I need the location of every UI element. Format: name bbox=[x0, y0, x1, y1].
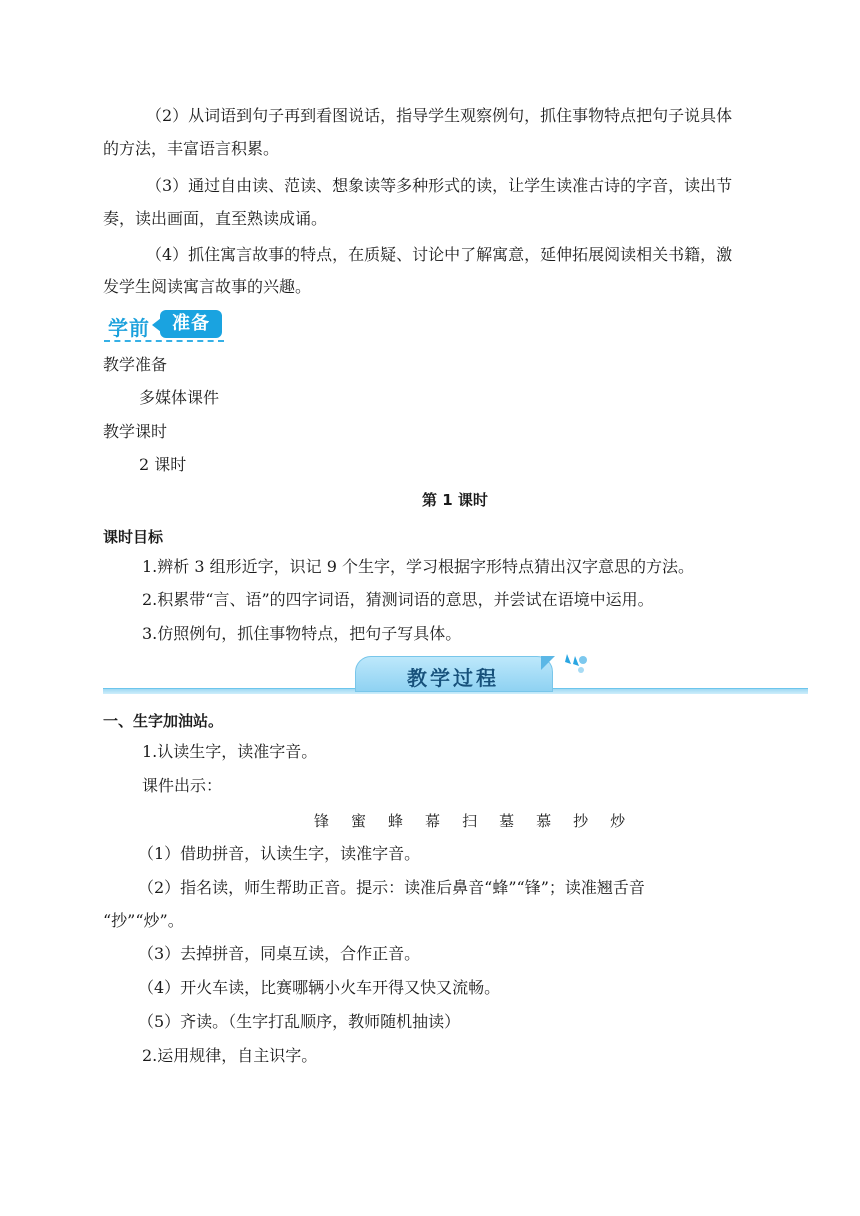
process-banner bbox=[103, 652, 808, 697]
step-s1: （1）借助拼音，认读生字，读准字音。 bbox=[138, 844, 421, 863]
char-4: 幕 bbox=[425, 812, 441, 830]
prep-section-badge bbox=[104, 306, 228, 342]
paragraph-2-line2: 的方法，丰富语言积累。 bbox=[103, 139, 280, 158]
new-characters-row bbox=[314, 810, 647, 831]
prep-value-materials: 多媒体课件 bbox=[139, 388, 220, 407]
step-s3: （3）去掉拼音，同桌互读，合作正音。 bbox=[138, 944, 421, 963]
section1-step1: 1.认读生字，读准字音。 bbox=[142, 742, 318, 761]
section1-step2: 2.运用规律，自主识字。 bbox=[142, 1046, 318, 1065]
banner-title: 教学过程 bbox=[407, 666, 499, 690]
char-2: 蜜 bbox=[351, 812, 367, 830]
step-s2-line1: （2）指名读，师生帮助正音。提示：读准后鼻音“蜂”“锋”；读准翘舌音 bbox=[138, 878, 645, 897]
char-1: 锋 bbox=[314, 812, 330, 830]
lesson-title: 第 1 课时 bbox=[422, 491, 488, 509]
goal-item-2: 2.积累带“言、语”的四字词语，猜测词语的意思，并尝试在语境中运用。 bbox=[142, 590, 654, 609]
char-3: 蜂 bbox=[388, 812, 404, 830]
step-s2-line2: “抄”“炒”。 bbox=[103, 911, 184, 930]
char-9: 炒 bbox=[610, 812, 626, 830]
char-6: 墓 bbox=[499, 812, 515, 830]
paragraph-3-line1: （3）通过自由读、范读、想象读等多种形式的读，让学生读准古诗的字音，读出节 bbox=[146, 176, 733, 195]
step-s5: （5）齐读。（生字打乱顺序，教师随机抽读） bbox=[138, 1012, 461, 1031]
goal-item-1: 1.辨析 3 组形近字，识记 9 个生字，学习根据字形特点猜出汉字意思的方法。 bbox=[142, 557, 694, 576]
prep-label-materials: 教学准备 bbox=[103, 355, 168, 374]
char-5: 扫 bbox=[462, 812, 478, 830]
badge-dashed-underline bbox=[104, 340, 224, 342]
prep-label-periods: 教学课时 bbox=[103, 422, 168, 441]
char-7: 慕 bbox=[536, 812, 552, 830]
goals-heading: 课时目标 bbox=[103, 528, 164, 546]
section1-heading: 一、生字加油站。 bbox=[103, 712, 224, 730]
paragraph-3-line2: 奏，读出画面，直至熟读成诵。 bbox=[103, 209, 328, 228]
goal-item-3: 3.仿照例句，抓住事物特点，把句子写具体。 bbox=[142, 624, 462, 643]
char-8: 抄 bbox=[573, 812, 589, 830]
courseware-label: 课件出示： bbox=[142, 776, 223, 795]
paragraph-4-line1: （4）抓住寓言故事的特点，在质疑、讨论中了解寓意，延伸拓展阅读相关书籍，激 bbox=[146, 245, 733, 264]
prep-value-periods: 2 课时 bbox=[139, 455, 187, 474]
badge-left-text: 学前 bbox=[108, 316, 150, 340]
badge-right-text: 准备 bbox=[160, 310, 222, 338]
paragraph-2-line1: （2）从词语到句子再到看图说话，指导学生观察例句，抓住事物特点把句子说具体 bbox=[146, 106, 733, 125]
water-drops-icon bbox=[561, 652, 591, 678]
paragraph-4-line2: 发学生阅读寓言故事的兴趣。 bbox=[103, 277, 312, 296]
step-s4: （4）开火车读，比赛哪辆小火车开得又快又流畅。 bbox=[138, 978, 501, 997]
